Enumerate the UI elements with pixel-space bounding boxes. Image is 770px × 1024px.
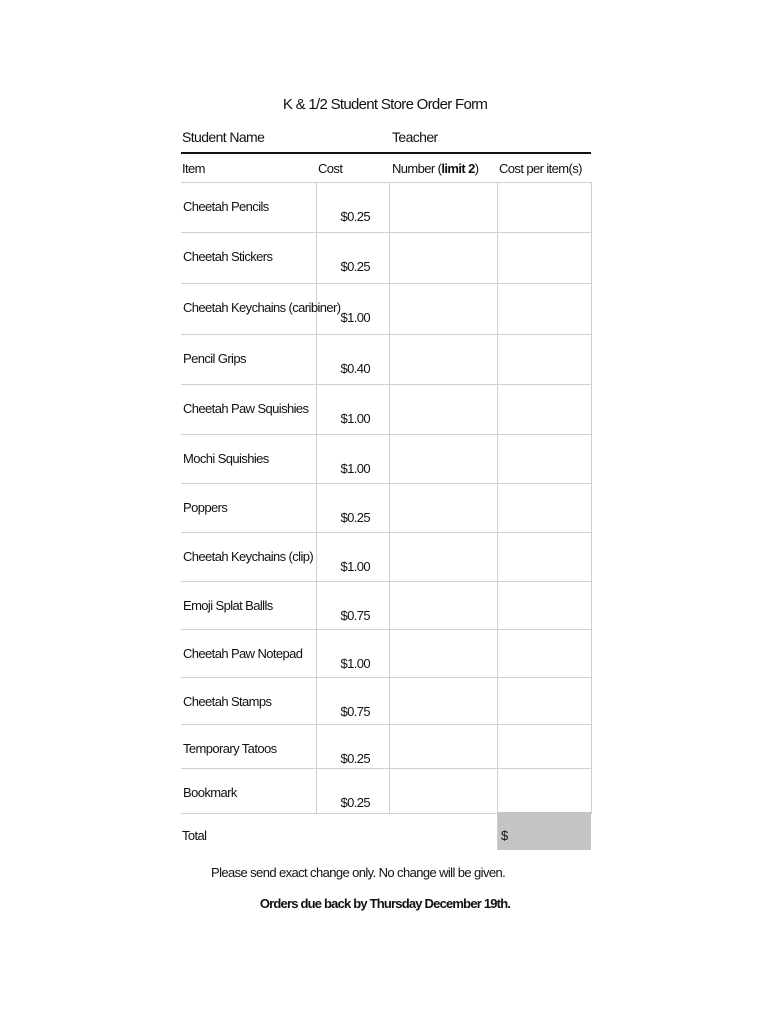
number-limit: limit 2 bbox=[441, 161, 475, 176]
item-cell bbox=[181, 678, 316, 725]
quantity-input-cell[interactable] bbox=[389, 284, 497, 335]
table-row bbox=[181, 183, 591, 233]
number-suffix: ) bbox=[474, 161, 479, 176]
due-date-note: Orders due back by Thursday December 19th. bbox=[259, 896, 511, 911]
cost-per-item-input-cell[interactable] bbox=[497, 284, 591, 335]
item-name: Cheetah Stamps bbox=[183, 694, 272, 709]
item-cell bbox=[181, 769, 316, 814]
column-header-item: Item bbox=[182, 161, 205, 176]
total-label: Total bbox=[182, 828, 207, 843]
exact-change-note: Please send exact change only. No change will be given. bbox=[211, 865, 506, 880]
cost-per-item-input-cell[interactable] bbox=[497, 183, 591, 233]
teacher-label: Teacher bbox=[392, 129, 438, 145]
quantity-input-cell[interactable] bbox=[389, 484, 497, 533]
cost-per-item-input-cell[interactable] bbox=[497, 725, 591, 769]
quantity-input-cell[interactable] bbox=[389, 533, 497, 582]
table-row bbox=[181, 533, 591, 582]
item-name: Cheetah Keychains (caribiner) bbox=[183, 300, 341, 315]
item-cost: $0.75 bbox=[340, 704, 371, 719]
item-cost: $0.25 bbox=[340, 795, 371, 810]
cost-per-item-input-cell[interactable] bbox=[497, 233, 591, 284]
cost-cell bbox=[316, 484, 389, 533]
item-cell bbox=[181, 284, 341, 335]
table-row bbox=[181, 284, 591, 335]
column-header-cost: Cost bbox=[318, 161, 343, 176]
total-currency: $ bbox=[501, 828, 508, 843]
order-table bbox=[181, 182, 592, 814]
item-cost: $0.25 bbox=[340, 751, 371, 766]
table-row bbox=[181, 582, 591, 630]
item-name: Bookmark bbox=[183, 785, 237, 800]
quantity-input-cell[interactable] bbox=[389, 769, 497, 814]
cost-per-item-input-cell[interactable] bbox=[497, 533, 591, 582]
cost-per-item-input-cell[interactable] bbox=[497, 435, 591, 484]
quantity-input-cell[interactable] bbox=[389, 385, 497, 435]
item-cell bbox=[181, 335, 316, 385]
quantity-input-cell[interactable] bbox=[389, 678, 497, 725]
quantity-input-cell[interactable] bbox=[389, 233, 497, 284]
table-row bbox=[181, 630, 591, 678]
header-divider bbox=[181, 152, 591, 154]
item-cell bbox=[181, 725, 316, 769]
item-cell bbox=[181, 435, 316, 484]
item-name: Cheetah Stickers bbox=[183, 249, 273, 264]
item-cost: $0.40 bbox=[340, 361, 371, 376]
cost-per-item-input-cell[interactable] bbox=[497, 630, 591, 678]
item-name: Cheetah Paw Notepad bbox=[183, 646, 303, 661]
cost-cell bbox=[316, 678, 389, 725]
cost-per-item-input-cell[interactable] bbox=[497, 385, 591, 435]
item-cell bbox=[181, 484, 316, 533]
cost-cell bbox=[316, 183, 389, 233]
item-cell bbox=[181, 183, 316, 233]
item-cell bbox=[181, 533, 316, 582]
item-name: Cheetah Paw Squishies bbox=[183, 401, 309, 416]
table-row bbox=[181, 233, 591, 284]
column-header-number bbox=[392, 161, 479, 176]
cost-per-item-input-cell[interactable] bbox=[497, 678, 591, 725]
item-cell bbox=[181, 582, 316, 630]
cost-per-item-input-cell[interactable] bbox=[497, 335, 591, 385]
cost-per-item-input-cell[interactable] bbox=[497, 582, 591, 630]
item-name: Cheetah Keychains (clip) bbox=[183, 549, 314, 564]
item-cost: $0.25 bbox=[340, 510, 371, 525]
cost-cell bbox=[316, 435, 389, 484]
column-header-cost-per-item: Cost per item(s) bbox=[499, 161, 582, 176]
quantity-input-cell[interactable] bbox=[389, 630, 497, 678]
item-name: Emoji Splat Ballls bbox=[183, 598, 273, 613]
cost-cell bbox=[316, 630, 389, 678]
item-cost: $0.25 bbox=[340, 259, 371, 274]
item-cost: $1.00 bbox=[340, 559, 371, 574]
item-cost: $1.00 bbox=[340, 411, 371, 426]
item-name: Poppers bbox=[183, 500, 228, 515]
cost-cell bbox=[316, 769, 389, 814]
item-name: Mochi Squishies bbox=[183, 451, 269, 466]
item-cell bbox=[181, 630, 316, 678]
cost-cell bbox=[316, 284, 389, 335]
quantity-input-cell[interactable] bbox=[389, 183, 497, 233]
item-cost: $0.75 bbox=[340, 608, 371, 623]
quantity-input-cell[interactable] bbox=[389, 725, 497, 769]
item-cost: $0.25 bbox=[340, 209, 371, 224]
table-row bbox=[181, 769, 591, 814]
item-cell bbox=[181, 385, 316, 435]
total-amount-box[interactable] bbox=[497, 812, 591, 850]
item-cost: $1.00 bbox=[340, 656, 371, 671]
cost-cell bbox=[316, 233, 389, 284]
cost-cell bbox=[316, 533, 389, 582]
table-row bbox=[181, 335, 591, 385]
cost-per-item-input-cell[interactable] bbox=[497, 484, 591, 533]
table-row bbox=[181, 725, 591, 769]
number-prefix: Number ( bbox=[392, 161, 442, 176]
table-row bbox=[181, 484, 591, 533]
cost-cell bbox=[316, 582, 389, 630]
cost-per-item-input-cell[interactable] bbox=[497, 769, 591, 814]
item-name: Pencil Grips bbox=[183, 351, 246, 366]
cost-cell bbox=[316, 335, 389, 385]
quantity-input-cell[interactable] bbox=[389, 582, 497, 630]
quantity-input-cell[interactable] bbox=[389, 435, 497, 484]
cost-cell bbox=[316, 725, 389, 769]
item-cost: $1.00 bbox=[340, 461, 371, 476]
item-cell bbox=[181, 233, 316, 284]
item-name: Temporary Tatoos bbox=[183, 741, 277, 756]
item-cost: $1.00 bbox=[340, 310, 371, 325]
item-name: Cheetah Pencils bbox=[183, 199, 269, 214]
student-name-label: Student Name bbox=[182, 129, 265, 145]
table-row bbox=[181, 435, 591, 484]
quantity-input-cell[interactable] bbox=[389, 335, 497, 385]
table-row bbox=[181, 678, 591, 725]
table-row bbox=[181, 385, 591, 435]
form-title: K & 1/2 Student Store Order Form bbox=[282, 96, 488, 113]
cost-cell bbox=[316, 385, 389, 435]
